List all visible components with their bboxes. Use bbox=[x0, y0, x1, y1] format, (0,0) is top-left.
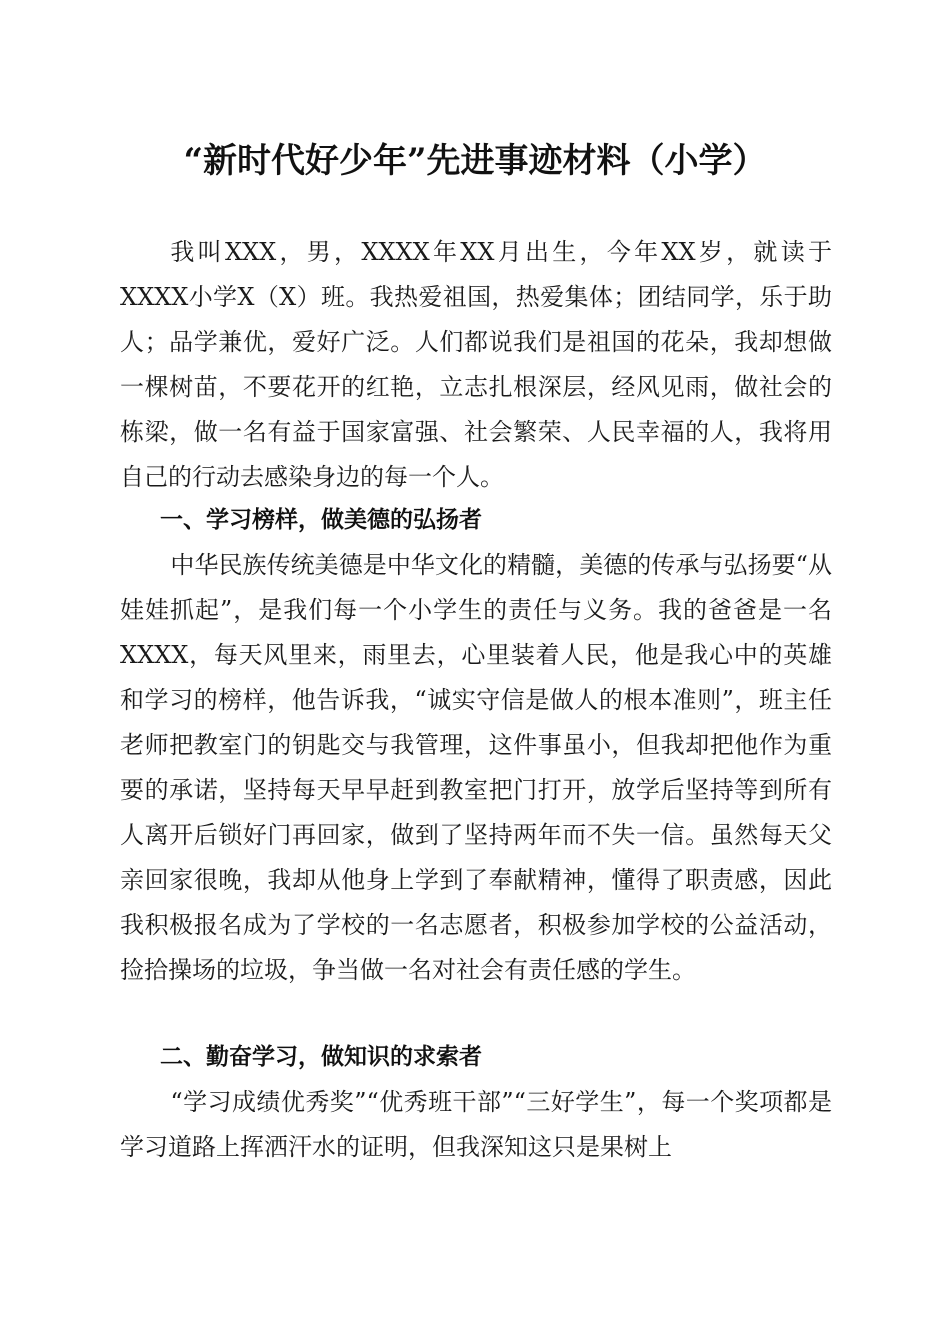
intro-paragraph: 我叫XXX，男，XXXX年XX月出生，今年XX岁，就读于XXXX小学X（X）班。我热爱祖国，热爱集体；团结同学，乐于助人；品学兼优，爱好广泛。人们都说我们是祖国的花朵，我却想做一棵树苗，不要花开的红艳，立志扎根深层，经风见雨，做社会的栋梁，做一名有益于国家富强、社会繁荣、人民幸福的人，我将用自己的行动去感染身边的每一个人。 bbox=[120, 238, 832, 491]
document-title: “新时代好少年”先进事迹材料（小学） bbox=[183, 141, 767, 181]
section-body-2: “学习成绩优秀奖”“优秀班干部”“三好学生”，每一个奖项都是学习道路上挥洒汗水的证明，但我深知这只是果树上 bbox=[120, 1088, 832, 1161]
section-body-1: 中华民族传统美德是中华文化的精髓，美德的传承与弘扬要“从娃娃抓起”，是我们每一个小学生的责任与义务。我的爸爸是一名XXXX，每天风里来，雨里去，心里装着人民，他是我心中的英雄和学习的榜样，他告诉我，“诚实守信是做人的根本准则”，班主任老师把教室门的钥匙交与我管理，这件事虽小，但我却把他作为重要的承诺，坚持每天早早赶到教室把门打开，放学后坚持等到所有人离开后锁好门再回家，做到了坚持两年而不失一信。虽然每天父亲回家很晚，我却从他身上学到了奉献精神，懂得了职责感，因此我积极报名成为了学校的一名志愿者，积极参加学校的公益活动，捡拾操场的垃圾，争当做一名对社会有责任感的学生。 bbox=[120, 551, 832, 984]
section-heading-2: 二、勤奋学习，做知识的求索者 bbox=[160, 1044, 482, 1070]
section-heading-1: 一、学习榜样，做美德的弘扬者 bbox=[160, 507, 482, 533]
